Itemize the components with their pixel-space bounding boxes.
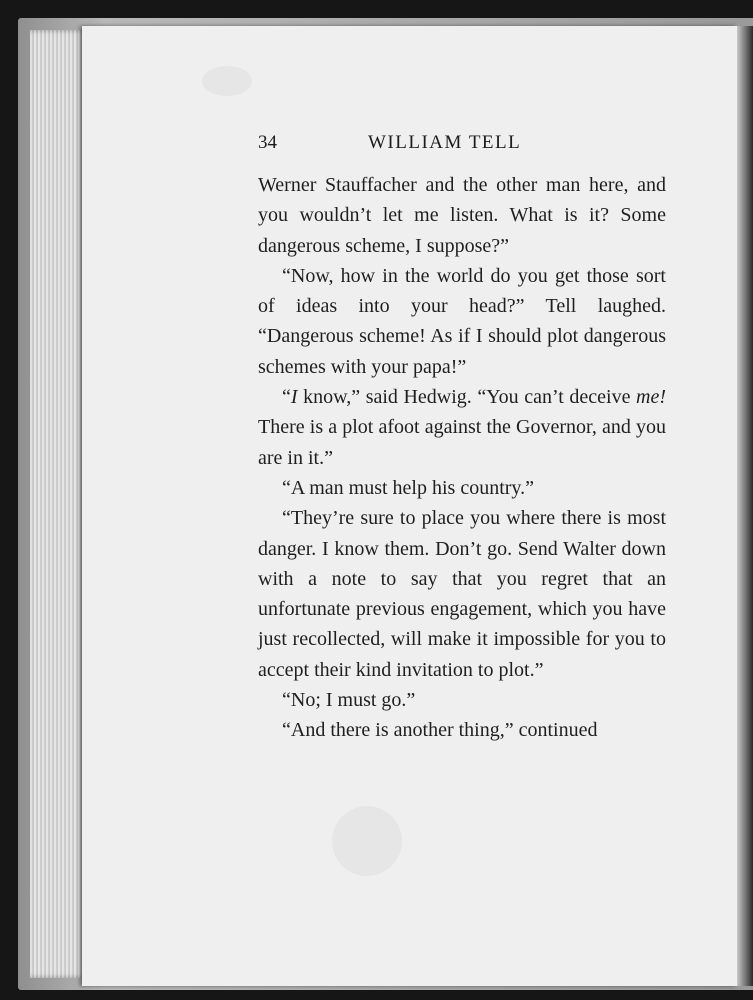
paragraph-text: “A man must help his country.” bbox=[282, 476, 534, 499]
paragraph-text: “ bbox=[282, 386, 291, 409]
paragraph-text: “They’re sure to place you where there is most danger. I know them. Don’t go. Send Walter down with a note to say that you regret that an unfortunate previous engagement, which you have just recollected, will make it impossible for you to accept their kind invitation to plot.” bbox=[258, 507, 666, 681]
paragraph bbox=[258, 715, 666, 745]
paragraph-text: “No; I must go.” bbox=[282, 689, 416, 712]
paragraph bbox=[258, 170, 666, 261]
paragraph-text: know,” said Hedwig. “You can’t deceive bbox=[297, 386, 637, 409]
paragraph bbox=[258, 261, 666, 382]
running-title: WILLIAM TELL bbox=[368, 132, 522, 153]
body-text bbox=[258, 170, 666, 746]
page-edges bbox=[30, 30, 86, 978]
paper-stain bbox=[202, 66, 252, 96]
paragraph-text: “And there is another thing,” continued bbox=[282, 719, 598, 742]
emphasis-text: me! bbox=[636, 386, 666, 409]
paragraph-text: “Now, how in the world do you get those sort of ideas into your head?” Tell laughed. “Dangerous scheme! As if I should plot dangerous schemes with your papa!” bbox=[258, 264, 666, 378]
paragraph bbox=[258, 382, 666, 473]
paragraph-text: There is a plot afoot against the Governor, and you are in it.” bbox=[258, 416, 666, 469]
paragraph-text: Werner Stauffacher and the other man here, and you wouldn’t let me listen. What is it? Some dangerous scheme, I suppose?” bbox=[258, 174, 666, 257]
running-header bbox=[258, 130, 666, 160]
paragraph bbox=[258, 473, 666, 503]
emphasis-text: I bbox=[290, 386, 298, 409]
page-gutter-shadow bbox=[737, 26, 753, 986]
paragraph bbox=[258, 685, 666, 715]
paper-stain bbox=[332, 806, 402, 876]
paragraph bbox=[258, 503, 666, 685]
page-number: 34 bbox=[258, 132, 277, 153]
